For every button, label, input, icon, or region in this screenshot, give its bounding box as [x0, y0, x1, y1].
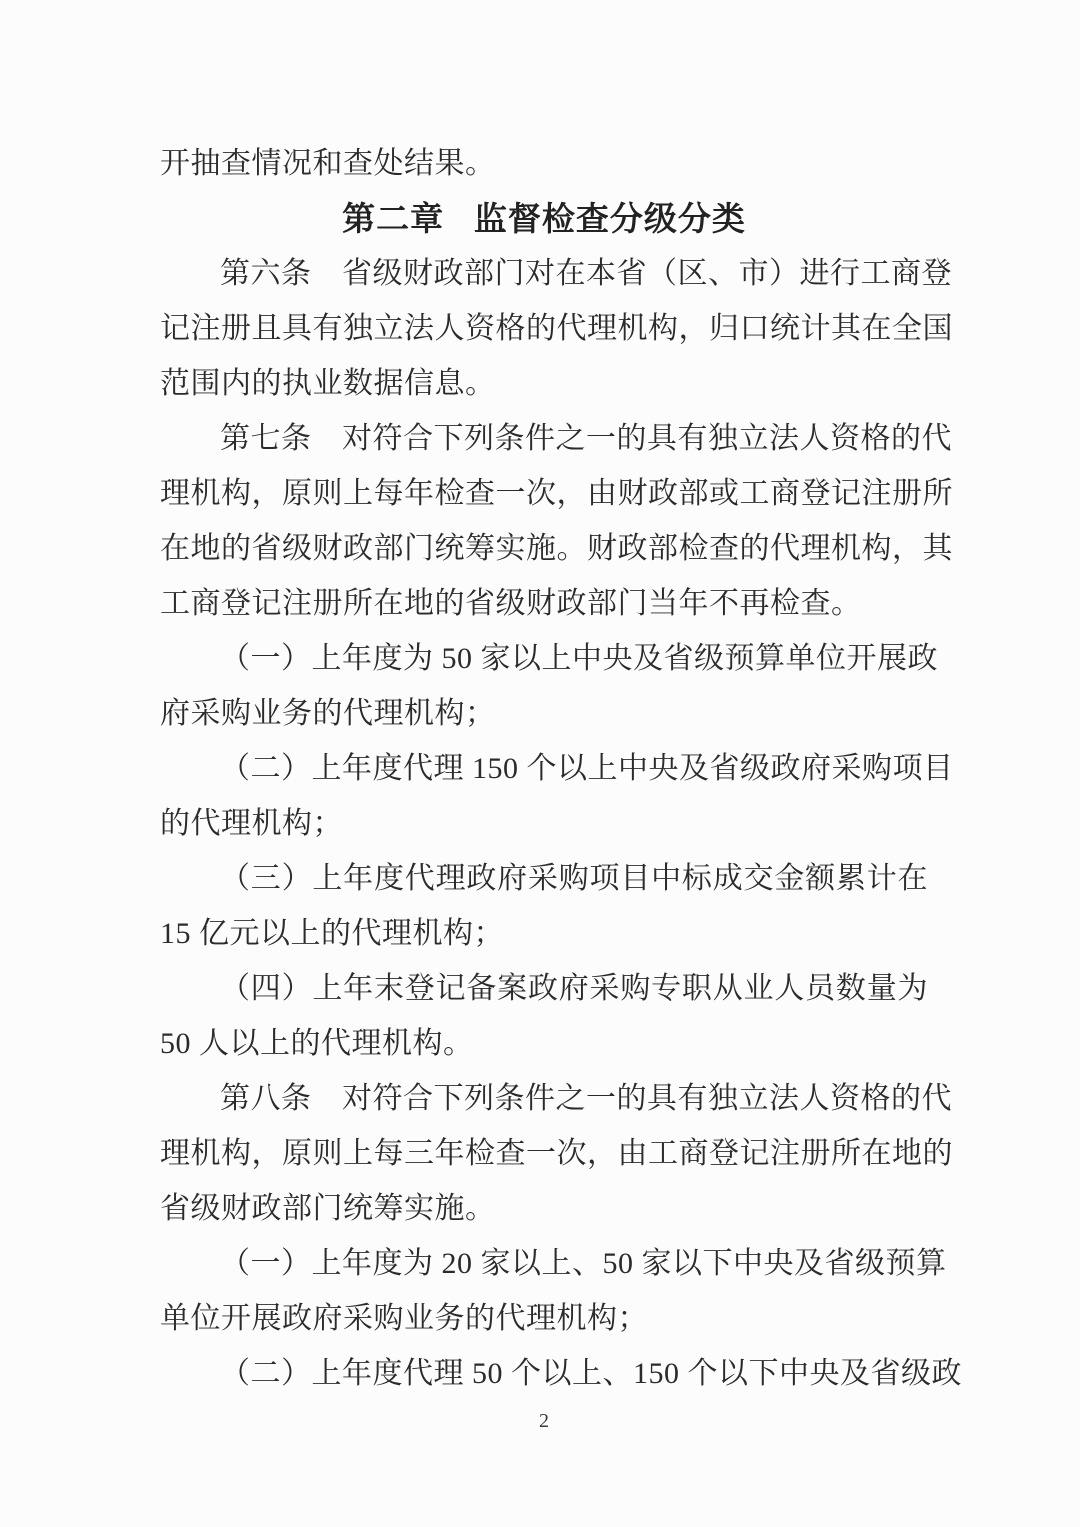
document-text-line: （四）上年末登记备案政府采购专职从业人员数量为: [220, 972, 928, 1005]
document-text-line: 开抽查情况和查处结果。: [160, 147, 496, 180]
document-text-line: 府采购业务的代理机构；: [160, 697, 496, 730]
document-text-line: 记注册且具有独立法人资格的代理机构，归口统计其在全国: [160, 312, 953, 345]
document-text-line: （一）上年度为 20 家以上、50 家以下中央及省级预算: [220, 1247, 947, 1280]
document-text-line: 理机构，原则上每三年检查一次，由工商登记注册所在地的: [160, 1137, 953, 1170]
document-text-line: （一）上年度为 50 家以上中央及省级预算单位开展政: [220, 642, 938, 675]
document-text-line: 第八条 对符合下列条件之一的具有独立法人资格的代: [220, 1082, 952, 1115]
document-text-block: [160, 136, 962, 1441]
chapter-number: 第二章: [342, 200, 445, 237]
document-text-line: 单位开展政府采购业务的代理机构；: [160, 1302, 648, 1335]
document-text-line: 省级财政部门统筹实施。: [160, 1192, 496, 1225]
document-text-line: 理机构，原则上每年检查一次，由财政部或工商登记注册所: [160, 477, 953, 510]
chapter-title: 监督检查分级分类: [473, 200, 746, 237]
document-text-line: 的代理机构；: [160, 807, 343, 840]
document-text-line: （三）上年度代理政府采购项目中标成交金额累计在: [220, 862, 928, 895]
document-text-line: （二）上年度代理 50 个以上、150 个以下中央及省级政: [220, 1357, 962, 1390]
document-text-line: （二）上年度代理 150 个以上中央及省级政府采购项目: [220, 752, 954, 785]
document-text-line: 15 亿元以上的代理机构；: [160, 917, 504, 950]
document-text-line: 在地的省级财政部门统筹实施。财政部检查的代理机构，其: [160, 532, 953, 565]
document-text-line: 第六条 省级财政部门对在本省（区、市）进行工商登: [220, 257, 952, 290]
document-text-line: 范围内的执业数据信息。: [160, 367, 496, 400]
document-text-line: 50 人以上的代理机构。: [160, 1027, 474, 1060]
chapter-heading: [160, 191, 928, 246]
document-text-line: 工商登记注册所在地的省级财政部门当年不再检查。: [160, 587, 862, 620]
page-number: 2: [539, 1410, 549, 1432]
document-text-line: 第七条 对符合下列条件之一的具有独立法人资格的代: [220, 422, 952, 455]
